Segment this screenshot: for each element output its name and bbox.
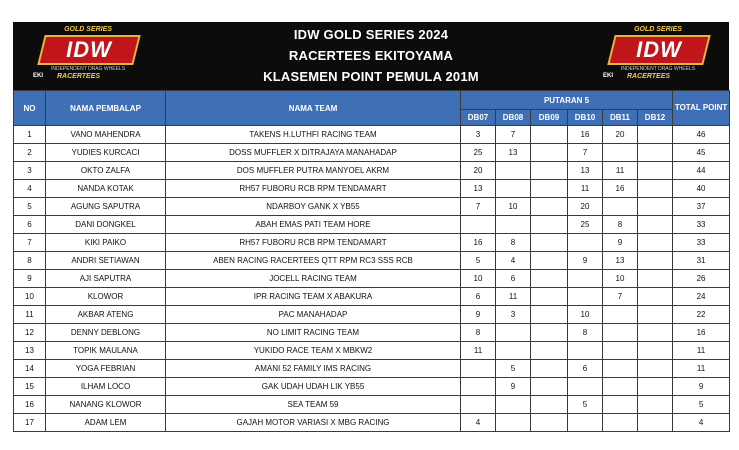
cell-total: 37 (673, 198, 730, 216)
cell-total: 33 (673, 216, 730, 234)
cell-db08 (496, 216, 531, 234)
cell-db08: 5 (496, 360, 531, 378)
cell-db10: 25 (568, 216, 603, 234)
cell-db12 (638, 252, 673, 270)
cell-rider: YOGA FEBRIAN (46, 360, 166, 378)
cell-db11: 16 (603, 180, 638, 198)
cell-db11: 11 (603, 162, 638, 180)
cell-db10: 13 (568, 162, 603, 180)
cell-team: RH57 FUBORU RCB RPM TENDAMART (166, 234, 461, 252)
col-header-db08: DB08 (496, 110, 531, 126)
cell-no: 14 (14, 360, 46, 378)
cell-team: DOSS MUFFLER X DITRAJAYA MANAHADAP (166, 144, 461, 162)
cell-rider: VANO MAHENDRA (46, 126, 166, 144)
table-row (14, 162, 730, 180)
cell-no: 6 (14, 216, 46, 234)
cell-db09 (531, 288, 568, 306)
standings-table (13, 90, 730, 432)
cell-db12 (638, 306, 673, 324)
cell-db11 (603, 360, 638, 378)
cell-db07 (461, 396, 496, 414)
logo-mark: EKI (603, 73, 614, 79)
cell-db12 (638, 234, 673, 252)
col-header-db09: DB09 (531, 110, 568, 126)
logo-tagline: INDEPENDENT DRAG WHEELS (620, 66, 696, 72)
cell-team: RH57 FUBORU RCB RPM TENDAMART (166, 180, 461, 198)
cell-rider: AJI SAPUTRA (46, 270, 166, 288)
cell-db11 (603, 342, 638, 360)
cell-db09 (531, 378, 568, 396)
logo-wordmark: IDW (636, 37, 682, 62)
cell-total: 5 (673, 396, 730, 414)
cell-team: DOS MUFFLER PUTRA MANYOEL AKRM (166, 162, 461, 180)
table-row (14, 306, 730, 324)
cell-db07: 9 (461, 306, 496, 324)
cell-total: 22 (673, 306, 730, 324)
cell-db11: 7 (603, 288, 638, 306)
cell-db12 (638, 180, 673, 198)
cell-rider: AGUNG SAPUTRA (46, 198, 166, 216)
cell-db08 (496, 180, 531, 198)
col-header-team: NAMA TEAM (166, 91, 461, 126)
cell-db07: 6 (461, 288, 496, 306)
table-row (14, 234, 730, 252)
cell-db10: 20 (568, 198, 603, 216)
cell-db09 (531, 126, 568, 144)
logo-wordmark-shape (607, 35, 710, 65)
cell-db10: 6 (568, 360, 603, 378)
cell-db07: 3 (461, 126, 496, 144)
cell-db11 (603, 306, 638, 324)
cell-db08: 8 (496, 234, 531, 252)
cell-db12 (638, 288, 673, 306)
cell-team: GAK UDAH UDAH LIK YB55 (166, 378, 461, 396)
cell-db09 (531, 162, 568, 180)
logo-sponsor: RACERTEES (57, 73, 101, 80)
cell-db08: 7 (496, 126, 531, 144)
table-row (14, 126, 730, 144)
cell-db09 (531, 360, 568, 378)
cell-no: 5 (14, 198, 46, 216)
table-row (14, 270, 730, 288)
cell-db08: 13 (496, 144, 531, 162)
cell-rider: NANANG KLOWOR (46, 396, 166, 414)
cell-rider: ILHAM LOCO (46, 378, 166, 396)
col-header-db10: DB10 (568, 110, 603, 126)
col-header-round: PUTARAN 5 (461, 91, 673, 110)
table-row (14, 342, 730, 360)
cell-db11 (603, 414, 638, 432)
cell-db08 (496, 396, 531, 414)
cell-db09 (531, 198, 568, 216)
cell-db07: 25 (461, 144, 496, 162)
cell-db08 (496, 342, 531, 360)
cell-db10: 8 (568, 324, 603, 342)
cell-rider: KIKI PAIKO (46, 234, 166, 252)
table-row (14, 288, 730, 306)
cell-db07: 7 (461, 198, 496, 216)
cell-db07 (461, 216, 496, 234)
cell-team: YUKIDO RACE TEAM X MBKW2 (166, 342, 461, 360)
cell-total: 31 (673, 252, 730, 270)
cell-db10 (568, 288, 603, 306)
cell-no: 4 (14, 180, 46, 198)
cell-db11: 10 (603, 270, 638, 288)
cell-team: NDARBOY GANK X YB55 (166, 198, 461, 216)
cell-db11 (603, 378, 638, 396)
cell-db07 (461, 378, 496, 396)
cell-db09 (531, 252, 568, 270)
cell-total: 33 (673, 234, 730, 252)
cell-db09 (531, 180, 568, 198)
cell-no: 13 (14, 342, 46, 360)
cell-db07: 8 (461, 324, 496, 342)
col-header-db07: DB07 (461, 110, 496, 126)
cell-db07: 4 (461, 414, 496, 432)
col-header-no: NO (14, 91, 46, 126)
cell-db10 (568, 414, 603, 432)
cell-total: 16 (673, 324, 730, 342)
cell-total: 40 (673, 180, 730, 198)
cell-db09 (531, 144, 568, 162)
cell-db09 (531, 342, 568, 360)
cell-total: 45 (673, 144, 730, 162)
cell-no: 8 (14, 252, 46, 270)
cell-team: AMANI 52 FAMILY IMS RACING (166, 360, 461, 378)
idw-logo-right (597, 26, 719, 86)
standings-sheet (13, 22, 729, 432)
cell-rider: KLOWOR (46, 288, 166, 306)
table-row (14, 396, 730, 414)
cell-db10 (568, 270, 603, 288)
table-row (14, 252, 730, 270)
cell-db12 (638, 342, 673, 360)
cell-db10 (568, 342, 603, 360)
cell-db07: 10 (461, 270, 496, 288)
logo-series-text: GOLD SERIES (64, 26, 112, 33)
cell-db10: 9 (568, 252, 603, 270)
standings-body (14, 126, 730, 432)
cell-total: 11 (673, 342, 730, 360)
cell-total: 11 (673, 360, 730, 378)
cell-no: 9 (14, 270, 46, 288)
cell-db08: 11 (496, 288, 531, 306)
cell-no: 17 (14, 414, 46, 432)
cell-db08: 4 (496, 252, 531, 270)
cell-rider: TOPIK MAULANA (46, 342, 166, 360)
cell-db11 (603, 144, 638, 162)
logo-tagline: INDEPENDENT DRAG WHEELS (50, 66, 126, 72)
table-row (14, 360, 730, 378)
standings-title: KLASEMEN POINT PEMULA 201M (263, 69, 479, 84)
cell-total: 4 (673, 414, 730, 432)
cell-db07: 11 (461, 342, 496, 360)
cell-no: 12 (14, 324, 46, 342)
header-banner (13, 22, 729, 90)
cell-db10 (568, 378, 603, 396)
cell-rider: OKTO ZALFA (46, 162, 166, 180)
event-title: IDW GOLD SERIES 2024 (293, 27, 449, 42)
cell-db12 (638, 324, 673, 342)
cell-db08: 6 (496, 270, 531, 288)
cell-no: 15 (14, 378, 46, 396)
cell-db10: 10 (568, 306, 603, 324)
cell-db12 (638, 360, 673, 378)
table-row (14, 324, 730, 342)
cell-db12 (638, 126, 673, 144)
cell-total: 24 (673, 288, 730, 306)
table-row (14, 414, 730, 432)
cell-db10: 16 (568, 126, 603, 144)
cell-db11 (603, 324, 638, 342)
cell-rider: DANI DONGKEL (46, 216, 166, 234)
cell-team: ABEN RACING RACERTEES QTT RPM RC3 SSS RCB (166, 252, 461, 270)
cell-db08: 10 (496, 198, 531, 216)
cell-db11 (603, 198, 638, 216)
cell-team: TAKENS H.LUTHFI RACING TEAM (166, 126, 461, 144)
cell-db11: 9 (603, 234, 638, 252)
cell-db11: 8 (603, 216, 638, 234)
logo-mark: EKI (33, 73, 44, 79)
col-header-db11: DB11 (603, 110, 638, 126)
cell-rider: YUDIES KURCACI (46, 144, 166, 162)
cell-db12 (638, 144, 673, 162)
cell-db09 (531, 324, 568, 342)
cell-team: PAC MANAHADAP (166, 306, 461, 324)
table-row (14, 180, 730, 198)
cell-no: 2 (14, 144, 46, 162)
cell-db12 (638, 270, 673, 288)
cell-db08 (496, 414, 531, 432)
cell-team: JOCELL RACING TEAM (166, 270, 461, 288)
cell-db11 (603, 396, 638, 414)
cell-no: 11 (14, 306, 46, 324)
cell-team: IPR RACING TEAM X ABAKURA (166, 288, 461, 306)
logo-wordmark: IDW (66, 37, 112, 62)
table-row (14, 144, 730, 162)
cell-db08 (496, 162, 531, 180)
cell-db07: 20 (461, 162, 496, 180)
cell-db07 (461, 360, 496, 378)
col-header-rider: NAMA PEMBALAP (46, 91, 166, 126)
cell-db09 (531, 234, 568, 252)
cell-rider: ANDRI SETIAWAN (46, 252, 166, 270)
cell-db10: 11 (568, 180, 603, 198)
cell-db11: 20 (603, 126, 638, 144)
cell-db10 (568, 234, 603, 252)
table-row (14, 216, 730, 234)
cell-db12 (638, 216, 673, 234)
cell-db08 (496, 324, 531, 342)
table-row (14, 378, 730, 396)
cell-team: SEA TEAM 59 (166, 396, 461, 414)
logo-series-text: GOLD SERIES (634, 26, 682, 33)
cell-db09 (531, 396, 568, 414)
cell-rider: NANDA KOTAK (46, 180, 166, 198)
cell-team: GAJAH MOTOR VARIASI X MBG RACING (166, 414, 461, 432)
cell-db12 (638, 396, 673, 414)
cell-db12 (638, 414, 673, 432)
cell-db12 (638, 378, 673, 396)
cell-total: 9 (673, 378, 730, 396)
cell-db09 (531, 270, 568, 288)
table-row (14, 198, 730, 216)
cell-db08: 3 (496, 306, 531, 324)
cell-db12 (638, 162, 673, 180)
cell-rider: AKBAR ATENG (46, 306, 166, 324)
col-header-db12: DB12 (638, 110, 673, 126)
logo-sponsor: RACERTEES (627, 73, 671, 80)
col-header-total: TOTAL POINT (673, 91, 730, 126)
cell-db07: 13 (461, 180, 496, 198)
cell-no: 1 (14, 126, 46, 144)
cell-rider: ADAM LEM (46, 414, 166, 432)
cell-total: 26 (673, 270, 730, 288)
cell-team: ABAH EMAS PATI TEAM HORE (166, 216, 461, 234)
cell-db07: 5 (461, 252, 496, 270)
event-subtitle: RACERTEES EKITOYAMA (288, 48, 454, 63)
cell-db09 (531, 414, 568, 432)
cell-db09 (531, 216, 568, 234)
cell-team: NO LIMIT RACING TEAM (166, 324, 461, 342)
cell-db10: 7 (568, 144, 603, 162)
cell-rider: DENNY DEBLONG (46, 324, 166, 342)
cell-total: 44 (673, 162, 730, 180)
cell-no: 10 (14, 288, 46, 306)
cell-no: 7 (14, 234, 46, 252)
cell-no: 16 (14, 396, 46, 414)
cell-total: 46 (673, 126, 730, 144)
cell-db11: 13 (603, 252, 638, 270)
cell-db07: 16 (461, 234, 496, 252)
cell-no: 3 (14, 162, 46, 180)
cell-db12 (638, 198, 673, 216)
cell-db09 (531, 306, 568, 324)
cell-db10: 5 (568, 396, 603, 414)
cell-db08: 9 (496, 378, 531, 396)
